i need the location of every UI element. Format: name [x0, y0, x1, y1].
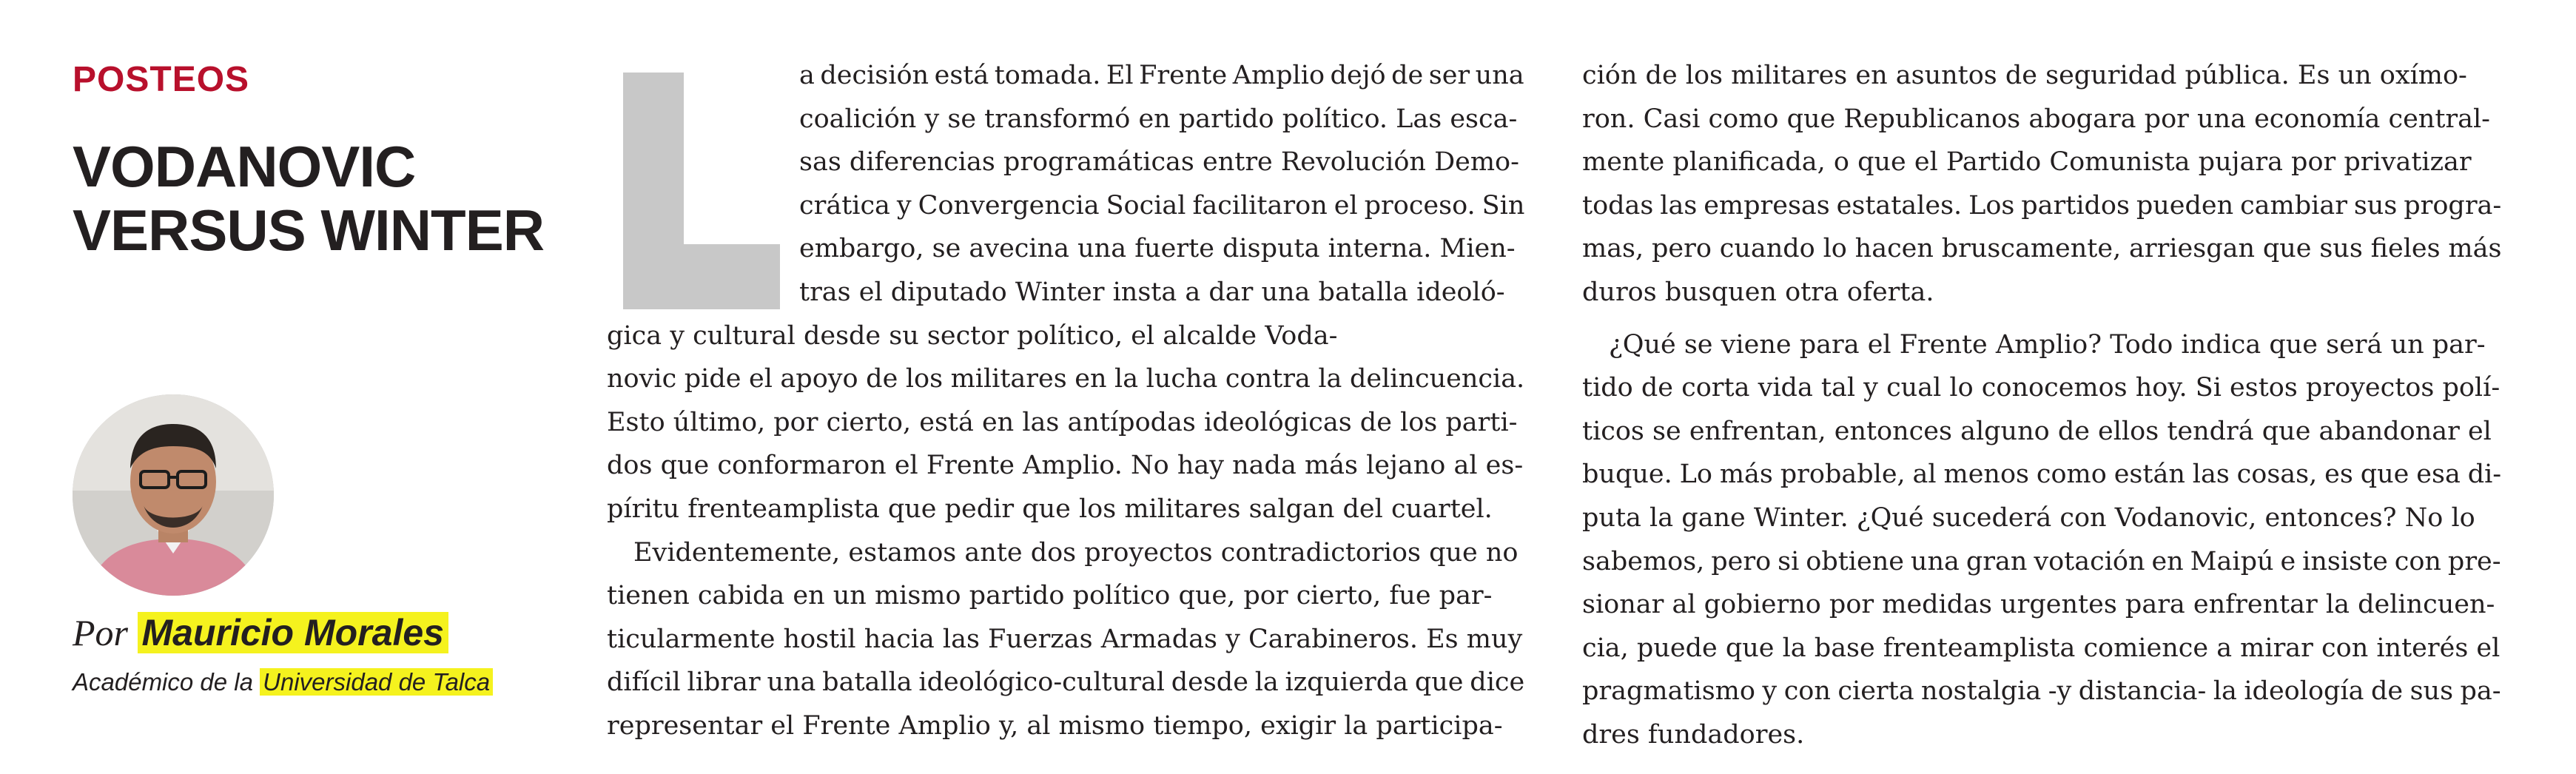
article-line: buque. Lo más probable, al menos como están las cosas, es que esa di- — [1582, 460, 2502, 490]
article-line: mente planificada, o que el Partido Comunista pujara por privatizar — [1582, 147, 2472, 178]
article-line: a decisión está tomada. El Frente Amplio dejó de ser una — [799, 61, 1524, 90]
article-line: pragmatismo y con cierta nostalgia -y distancia- la ideología de sus pa- — [1582, 676, 2501, 707]
article-line: todas las empresas estatales. Los partidos pueden cambiar sus progra- — [1582, 190, 2502, 221]
article-line: Evidentemente, estamos ante dos proyectos contradictorios que no — [633, 537, 1519, 568]
article-line: representar el Frente Amplio y, al mismo tiempo, exigir la participa- — [607, 711, 1503, 741]
article-line: puta la gane Winter. ¿Qué sucederá con Vodanovic, entonces? No lo — [1582, 503, 2475, 533]
university-name: Universidad de Talca — [260, 668, 493, 696]
article-line: gica y cultural desde su sector político, el alcalde Voda- — [607, 320, 1338, 351]
article-line: Esto último, por cierto, está en las antípodas ideológicas de los parti- — [607, 407, 1518, 437]
article-line: sionar al gobierno por medidas urgentes para enfrentar la delincuen- — [1582, 590, 2495, 620]
article-line: sabemos, pero si obtiene una gran votación en Maipú e insiste con pre- — [1582, 546, 2501, 576]
article-line: sas diferencias programáticas entre Revolución Demo- — [799, 147, 1519, 178]
drop-cap — [623, 73, 780, 309]
article-line: píritu frenteamplista que pedir que los militares salgan del cuartel. — [607, 494, 1493, 524]
article-line: cia, puede que la base frenteamplista comience a mirar con interés el — [1582, 633, 2501, 663]
article-line: mas, pero cuando lo hacen bruscamente, arriesgan que sus fieles más — [1582, 234, 2502, 264]
headline-line-2: VERSUS WINTER — [73, 198, 545, 263]
author-affiliation — [73, 666, 493, 699]
byline-prefix: Por — [73, 612, 128, 653]
headline-line-1: VODANOVIC — [73, 134, 416, 199]
article-line: ¿Qué se viene para el Frente Amplio? Todo indica que será un par- — [1609, 329, 2486, 360]
section-label: POSTEOS — [73, 60, 250, 99]
article-line: tienen cabida en un mismo partido político que, por cierto, fue par- — [607, 581, 1493, 611]
article-line: coalición y se transformó en partido político. Las esca- — [799, 104, 1518, 134]
article-line: dres fundadores. — [1582, 720, 1805, 750]
article-line: crática y Convergencia Social facilitaron el proceso. Sin — [799, 190, 1525, 221]
headline — [73, 135, 544, 262]
article-line: difícil librar una batalla ideológico-cultural desde la izquierda que dice — [607, 667, 1525, 698]
article-line: duros busquen otra oferta. — [1582, 277, 1934, 307]
author-photo — [73, 394, 274, 596]
article-line: ción de los militares en asuntos de seguridad pública. Es un oxímo- — [1582, 61, 2467, 90]
article-line: dos que conformaron el Frente Amplio. No hay nada más lejano al es- — [607, 451, 1524, 481]
author-name: Mauricio Morales — [138, 612, 448, 653]
article-line: ron. Casi como que Republicanos abogara por una economía central- — [1582, 104, 2490, 134]
article-line: embargo, se avecina una fuerte disputa interna. Mien- — [799, 234, 1516, 264]
article-line: tido de corta vida tal y cual lo conocemos hoy. Si estos proyectos polí- — [1582, 373, 2501, 403]
article-line: tras el diputado Winter insta a dar una batalla ideoló- — [799, 277, 1505, 307]
affiliation-text: Académico de la — [73, 668, 253, 696]
article-line: novic pide el apoyo de los militares en la lucha contra la delincuencia. — [607, 364, 1525, 394]
article-line: ticos se enfrentan, entonces alguno de ellos tendrá que abandonar el — [1582, 416, 2492, 446]
author-portrait-icon — [73, 394, 274, 596]
byline — [73, 610, 448, 655]
article-line: ticularmente hostil hacia las Fuerzas Armadas y Carabineros. Es muy — [607, 624, 1523, 654]
